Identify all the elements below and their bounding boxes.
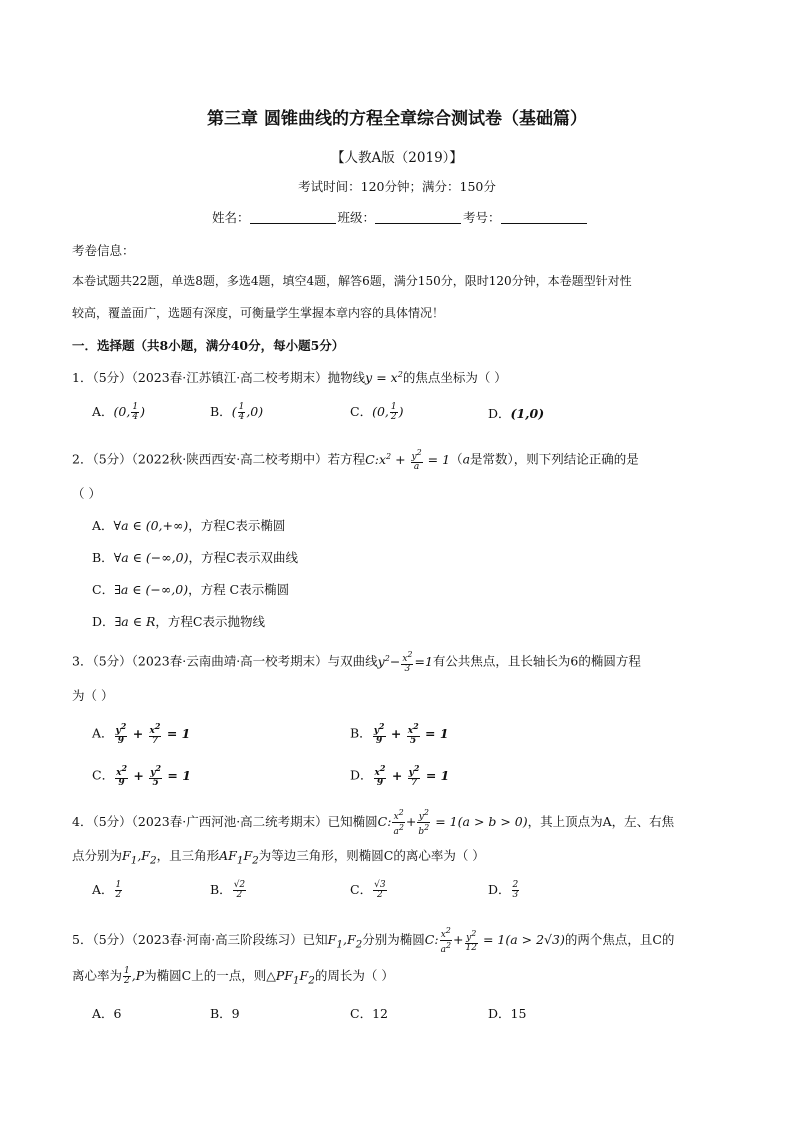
- q3-option-c: C． $\frac{x^2}{9}$ + $\frac{y^2}{5}$ = 1: [92, 763, 191, 788]
- exam-time-score: 考试时间：120分钟；满分：150分: [298, 179, 496, 194]
- info-line-1: 本卷试题共22题，单选8题，多选4题，填空4题，解答6题，满分150分，限时120分钟，本卷题型针对性: [72, 274, 632, 288]
- page-title: 第三章 圆锥曲线的方程全章综合测试卷（基础篇）: [207, 109, 587, 129]
- class-label: 班级：: [337, 210, 376, 225]
- q1-option-d: D．(1,0): [488, 406, 545, 421]
- info-line-2: 较高，覆盖面广，选题有深度，可衡量学生掌握本章内容的具体情况！: [72, 306, 445, 320]
- number-blank: [501, 210, 587, 224]
- question-3: 3．（5分）（2023春·云南曲靖·高一校考期末）与双曲线$y^2-$ $\frac{x^2}{3}$ =1有公共焦点，且长轴长为6的椭圆方程: [72, 650, 641, 674]
- question-4: 4．（5分）（2023春·广西河池·高二统考期末）已知椭圆C: $\frac{x^2}{a^2}$ + $\frac{y^2}{b^2}$ = 1(a > b > 0)，其上顶点为A，左、右焦: [72, 808, 675, 837]
- q3-option-b: B． $\frac{y^2}{9}$ + $\frac{x^2}{5}$ = 1: [350, 721, 449, 746]
- class-blank: [375, 210, 461, 224]
- edition-label: 【人教A版（2019）】: [331, 150, 463, 166]
- name-blank: [250, 210, 336, 224]
- q5-option-d: D．15: [488, 1006, 527, 1021]
- q2-option-c: C．∃a ∈ (−∞,0)，方程 C表示椭圆: [92, 582, 290, 597]
- q1-option-a: A．(0, $\frac{1}{4}$ ): [92, 402, 145, 422]
- q5-option-a: A．6: [92, 1006, 122, 1021]
- q5-option-b: B．9: [210, 1006, 240, 1021]
- q1-option-b: B．( $\frac{1}{4}$ ,0): [210, 402, 264, 422]
- name-label: 姓名：: [212, 210, 250, 225]
- q4-option-d: D． $\frac{2}{3}$: [488, 880, 519, 900]
- question-4-line-2: 点分别为$F_1,F_2$，且三角形$AF_1F_2$为等边三角形，则椭圆C的离心率为（ ）: [72, 848, 485, 867]
- question-5: 5．（5分）（2023春·河南·高三阶段练习）已知$F_1,F_2$分别为椭圆C: $\frac{x^2}{a^2}$ + $\frac{y^2}{12}$ = 1(a > 2√3)的两个焦点，且C的: [72, 926, 675, 955]
- question-2-line-2: （ ）: [72, 486, 101, 501]
- q1-option-c: C．(0, $\frac{1}{2}$ ): [350, 402, 404, 422]
- q2-option-d: D．∃a ∈ R，方程C表示抛物线: [92, 614, 265, 629]
- question-3-line-2: 为（ ）: [72, 688, 114, 703]
- q3-option-a: A． $\frac{y^2}{9}$ + $\frac{x^2}{7}$ = 1: [92, 721, 191, 746]
- q2-option-a: A．∀a ∈ (0,+∞)，方程C表示椭圆: [92, 518, 286, 533]
- q3-option-d: D． $\frac{x^2}{9}$ + $\frac{y^2}{7}$ = 1: [350, 763, 450, 788]
- question-2: 2．（5分）（2022秋·陕西西安·高二校考期中）若方程$C:x^2$ + $\frac{y^2}{a}$ = 1（a是常数），则下列结论正确的是: [72, 448, 639, 472]
- q2-option-b: B．∀a ∈ (−∞,0)，方程C表示双曲线: [92, 550, 299, 565]
- q4-option-a: A． $\frac{1}{2}$: [92, 880, 122, 900]
- student-info-row: [212, 208, 589, 226]
- number-label: 考号：: [463, 210, 501, 225]
- q5-option-c: C．12: [350, 1006, 388, 1021]
- q4-option-c: C． $\frac{√3}{2}$: [350, 880, 386, 900]
- question-5-line-2: 离心率为 $\frac{1}{2}$ ,P为椭圆C上的一点，则$\triangle PF_1F_2$的周长为（ ）: [72, 966, 394, 987]
- q4-option-b: B． $\frac{√2}{2}$: [210, 880, 246, 900]
- question-1: 1．（5分）（2023春·江苏镇江·高二校考期末）抛物线$y = x^2$的焦点坐标为（ ）: [72, 369, 507, 385]
- section-heading: 一．选择题（共8小题，满分40分，每小题5分）: [72, 338, 345, 353]
- math-expr: $y = x^2$: [365, 369, 403, 385]
- info-heading: 考卷信息：: [72, 243, 135, 258]
